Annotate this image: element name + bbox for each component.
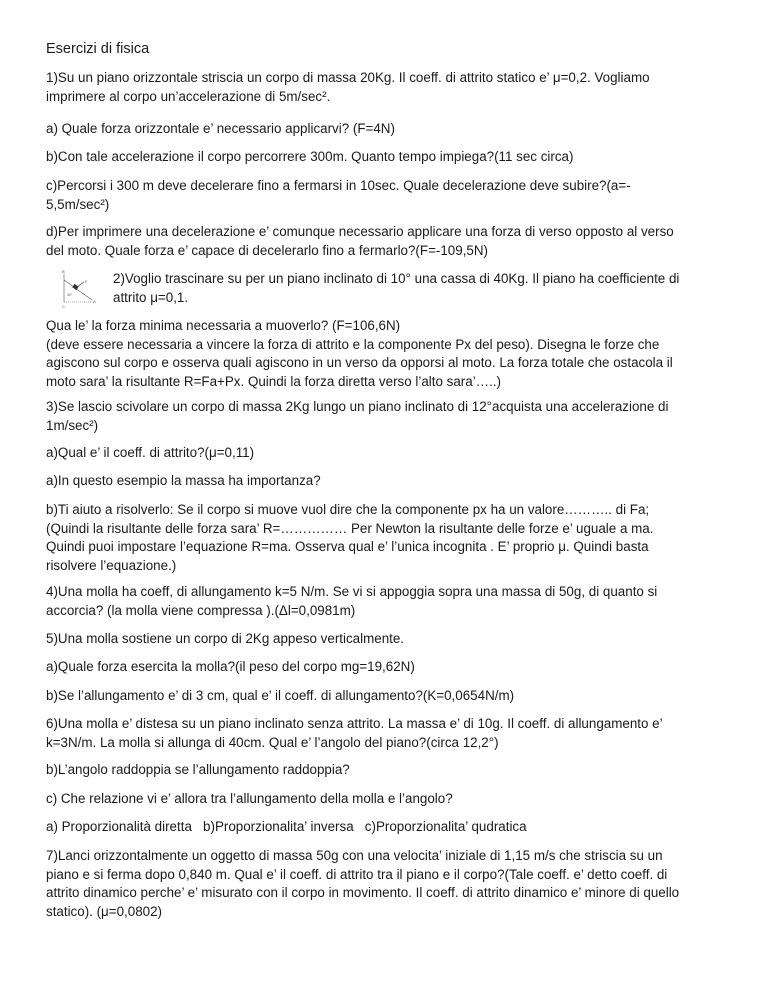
text-line: del moto. Quale forza e’ capace di decelerarlo fino a fermarlo?(F=-109,5N) [46,242,488,258]
text-line: 7)Lanci orizzontalmente un oggetto di massa 50g con una velocita’ iniziale di 1,15 m/s che striscia su un [46,848,663,863]
text-line: imprimere al corpo un’accelerazione di 5m/sec². [46,88,331,104]
text-line: c)Percorsi i 300 m deve decelerare fino a fermarsi in 10sec. Quale decelerazione deve subire?(a=- [46,178,631,193]
inclined-plane-figure-icon [58,268,100,310]
text-line: (deve essere necessaria a vincere la forza di attrito e la componente Px del peso). Disegna le forze che [46,336,660,352]
text-line: 4)Una molla ha coeff, di allungamento k=5 N/m. Se vi si appoggia sopra una massa di 50g, di quanto si [46,584,658,599]
text-line: 5,5m/sec²) [46,196,110,212]
text-line: attrito μ=0,1. [113,289,189,305]
exercise-3-text [46,398,726,435]
text-line: b)Ti aiuto a risolverlo: Se il corpo si muove vuol dire che la componente px ha un valore……….. di Fa; [46,502,650,517]
text-line: 1)Su un piano orizzontale striscia un corpo di massa 20Kg. Il coeff. di attrito statico e’ μ=0,2. Vogliamo [46,70,650,85]
text-line: agiscono sul corpo e osserva quali agiscono in un verso da opporsi al moto. La forza totale che ostacola il [46,355,673,370]
text-line: 1m/sec²) [46,417,99,433]
exercise-6-text [46,715,726,752]
exercise-5-text: 5)Una molla sostiene un corpo di 2Kg appeso verticalmente. [46,631,405,646]
exercise-1b-text: b)Con tale accelerazione il corpo percorrere 300m. Quanto tempo impiega?(11 sec circa) [46,149,574,164]
page-title: Esercizi di fisica [46,41,150,57]
figure-label-c: C [62,304,65,309]
figure-label-b: B [62,269,65,274]
exercise-3b-text [46,501,726,575]
text-line: attrito dinamico perche’ e’ misurato con il corpo in movimento. Il coeff. di attrito dinamico e’ minore di quello [46,885,680,900]
text-line: (Quindi la risultante delle forza sara’ R=…………… Per Newton la risultante delle forze e’ uguale a ma. [46,520,654,536]
figure-label-a: A [93,299,96,304]
text-line: statico). (μ=0,0802) [46,903,163,919]
exercise-2-hint [46,317,726,391]
text-line: 2)Voglio trascinare su per un piano inclinato di 10° una cassa di 40Kg. Il piano ha coefficiente di [113,271,680,286]
text-line: Qua le’ la forza minima necessaria a muoverlo? (F=106,6N) [46,318,401,333]
exercise-1c-text [46,177,726,214]
text-line: risolvere l’equazione.) [46,557,177,573]
figure-label-angle: 30° [67,293,73,297]
exercise-1d-text [46,223,726,260]
text-line: 6)Una molla e’ distesa su un piano inclinato senza attrito. La massa e’ di 10g. Il coeff. di allungamento e’ [46,716,663,731]
exercise-3a-text: a)Qual e’ il coeff. di attrito?(μ=0,11) [46,445,255,460]
text-line: k=3N/m. La molla si allunga di 40cm. Qual e’ l’angolo del piano?(circa 12,2°) [46,734,499,750]
exercise-6c-text: c) Che relazione vi e’ allora tra l’allungamento della molla e l’angolo? [46,791,453,806]
text-line: 3)Se lascio scivolare un corpo di massa 2Kg lungo un piano inclinato di 12°acquista una accelerazione di [46,399,669,414]
text-line: accorcia? (la molla viene compressa ).(Δl=0,0981m) [46,602,356,618]
exercise-5b-text: b)Se l’allungamento e’ di 3 cm, qual e’ il coeff. di allungamento?(K=0,0654N/m) [46,688,515,703]
text-line: piano e si ferma dopo 0,840 m. Qual e’ il coeff. di attrito tra il piano e il corpo?(Tale coeff. e’ detto coeff. di [46,866,668,882]
exercise-5a-text: a)Quale forza esercita la molla?(il peso del corpo mg=19,62N) [46,659,415,674]
text-line: moto sara’ la risultante R=Fa+Px. Quindi la forza diretta verso l’alto sara’…..) [46,373,501,389]
exercise-1-text [46,69,726,106]
text-line: d)Per imprimere una decelerazione e’ comunque necessario applicare una forza di verso opposto al verso [46,224,674,239]
exercise-4-text [46,583,726,620]
exercise-6b-text: b)L’angolo raddoppia se l’allungamento raddoppia? [46,762,350,777]
text-line: Quindi puoi impostare l’equazione R=ma. Osserva qual e’ l’unica incognita . E’ proprio μ. Quindi basta [46,539,649,554]
exercise-6-options: a) Proporzionalità diretta b)Proporzionalita’ inversa c)Proporzionalita’ qudratica [46,819,527,834]
exercise-2-text [113,270,726,307]
exercise-3a-question: a)In questo esempio la massa ha importanza? [46,473,321,488]
exercise-1a-text: a) Quale forza orizzontale e’ necessario applicarvi? (F=4N) [46,121,395,136]
figure-label-f: F [85,279,88,284]
exercise-7-text [46,847,726,921]
